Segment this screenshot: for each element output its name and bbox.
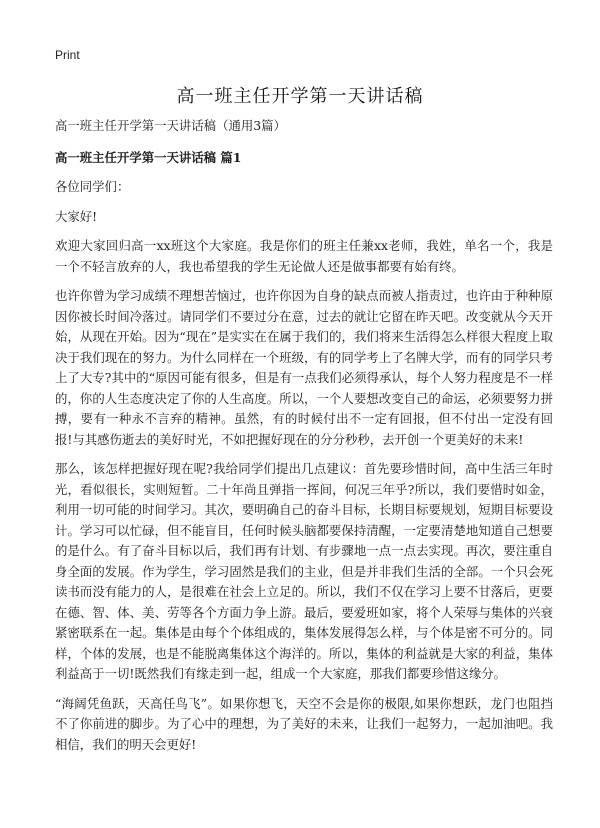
body-paragraph-effort: 也许你曾为学习成绩不理想苦恼过，也许你因为自身的缺点而被人指责过，也许由于种种原因你被长时间冷落过。请同学们不要过分在意，过去的就让它留在昨天吧。改变就从今天开始，从现在开始。因为“现在”是实实在在属于我们的，我们将来生活得怎么样很大程度上取决于我们现在的努力。为什么同样在一个班级，有的同学考上了名牌大学，而有的同学只考上了大专?其中的“原因可能有很多，但是有一点我们必须得承认，每个人努力程度是不一样的，你的人生态度决定了你的人生高度。所以，一个人要想改变自己的命运，必须要努力拼搏，要有一种永不言弃的精神。虽然，有的时候付出不一定有回报，但不付出一定没有回报!与其感伤逝去的美好时光，不如把握好现在的分分秒秒，去开创一个更美好的未来! <box>55 288 553 447</box>
salutation: 各位同学们： <box>55 179 130 194</box>
document-body <box>55 116 553 764</box>
body-paragraph-advice: 那么，该怎样把握好现在呢?我给同学们提出几点建议：首先要珍惜时间，高中生活三年时光，看似很长，实则短暂。二十年尚且弹指一挥间，何况三年乎?所以，我们要惜时如金，利用一切可能的时间学习。其次，要明确自己的奋斗目标，长期目标要规划，短期目标要设计。学习可以忙碌，但不能盲目，任何时候头脑都要保持清醒，一定要清楚地知道自己想要的是什么。有了奋斗目标以后，我们再有计划、有步骤地一点一点去实现。再次，要注重自身全面的发展。作为学生，学习固然是我们的主业，但是并非我们生活的全部。一个只会死读书而没有能力的人，是很难在社会上立足的。所以，我们不仅在学习上要不甘落后，更要在德、智、体、美、劳等各个方面力争上游。最后，要爱班如家，将个人荣辱与集体的兴衰紧密联系在一起。集体是由每个个体组成的，集体发展得怎么样，与个体是密不可分的。同样，个体的发展，也是不能脱离集体这个海洋的。所以，集体的利益就是大家的利益，集体利益高于一切!既然我们有缘走到一起，组成一个大家庭，那我们都要珍惜这缘分。 <box>55 461 553 681</box>
section-heading: 高一班主任开学第一天讲话稿 篇1 <box>55 149 242 165</box>
body-paragraph-intro: 欢迎大家回归高一xx班这个大家庭。我是你们的班主任兼xx老师，我姓，单名一个，我是一个不轻言放弃的人，我也希望我的学生无论做人还是做事都要有始有终。 <box>55 238 553 274</box>
greeting: 大家好! <box>55 208 98 224</box>
document-subtitle: 高一班主任开学第一天讲话稿（通用3篇） <box>55 118 286 133</box>
print-label: Print <box>55 48 80 62</box>
document-title: 高一班主任开学第一天讲话稿 <box>176 86 424 107</box>
body-paragraph-closing: “海阔凭鱼跃，天高任鸟飞”。如果你想飞，天空不会是你的极限,如果你想跃，龙门也阻挡不了你前进的脚步。为了心中的理想，为了美好的未来，让我们一起努力，一起加油吧。我相信，我们的明天会更好! <box>55 695 553 752</box>
